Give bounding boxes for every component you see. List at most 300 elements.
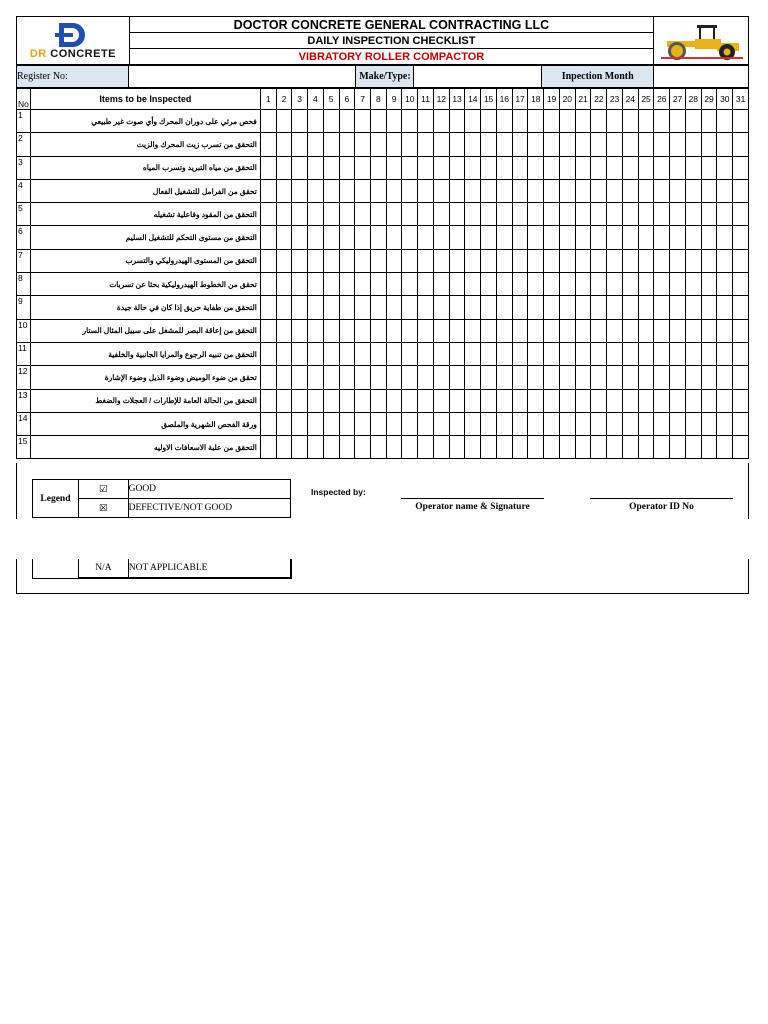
day-check-cell[interactable] — [717, 389, 733, 412]
day-check-cell[interactable] — [496, 342, 512, 365]
day-check-cell[interactable] — [701, 179, 717, 202]
day-check-cell[interactable] — [386, 156, 402, 179]
day-check-cell[interactable] — [323, 179, 339, 202]
day-check-cell[interactable] — [418, 342, 434, 365]
day-check-cell[interactable] — [465, 226, 481, 249]
day-check-cell[interactable] — [670, 133, 686, 156]
day-check-cell[interactable] — [433, 156, 449, 179]
day-check-cell[interactable] — [386, 319, 402, 342]
day-check-cell[interactable] — [512, 203, 528, 226]
day-check-cell[interactable] — [622, 156, 638, 179]
day-check-cell[interactable] — [528, 203, 544, 226]
day-check-cell[interactable] — [528, 133, 544, 156]
day-check-cell[interactable] — [402, 319, 418, 342]
day-check-cell[interactable] — [402, 203, 418, 226]
day-check-cell[interactable] — [512, 133, 528, 156]
day-check-cell[interactable] — [559, 296, 575, 319]
day-check-cell[interactable] — [370, 342, 386, 365]
inspection-month-field[interactable] — [654, 66, 749, 88]
day-check-cell[interactable] — [465, 110, 481, 133]
day-check-cell[interactable] — [591, 226, 607, 249]
day-check-cell[interactable] — [544, 156, 560, 179]
day-check-cell[interactable] — [323, 436, 339, 459]
day-check-cell[interactable] — [481, 249, 497, 272]
day-check-cell[interactable] — [544, 296, 560, 319]
day-check-cell[interactable] — [260, 412, 276, 435]
day-check-cell[interactable] — [433, 412, 449, 435]
day-check-cell[interactable] — [276, 226, 292, 249]
day-check-cell[interactable] — [276, 389, 292, 412]
day-check-cell[interactable] — [607, 179, 623, 202]
day-check-cell[interactable] — [733, 296, 749, 319]
day-check-cell[interactable] — [717, 412, 733, 435]
day-check-cell[interactable] — [701, 296, 717, 319]
day-check-cell[interactable] — [370, 226, 386, 249]
day-check-cell[interactable] — [276, 366, 292, 389]
day-check-cell[interactable] — [355, 412, 371, 435]
day-check-cell[interactable] — [465, 296, 481, 319]
day-check-cell[interactable] — [402, 273, 418, 296]
day-check-cell[interactable] — [339, 436, 355, 459]
day-check-cell[interactable] — [512, 110, 528, 133]
day-check-cell[interactable] — [276, 436, 292, 459]
day-check-cell[interactable] — [544, 203, 560, 226]
day-check-cell[interactable] — [308, 319, 324, 342]
day-check-cell[interactable] — [339, 412, 355, 435]
day-check-cell[interactable] — [701, 110, 717, 133]
day-check-cell[interactable] — [465, 273, 481, 296]
day-check-cell[interactable] — [433, 133, 449, 156]
day-check-cell[interactable] — [670, 273, 686, 296]
day-check-cell[interactable] — [339, 110, 355, 133]
day-check-cell[interactable] — [339, 366, 355, 389]
day-check-cell[interactable] — [733, 436, 749, 459]
day-check-cell[interactable] — [308, 110, 324, 133]
day-check-cell[interactable] — [733, 226, 749, 249]
day-check-cell[interactable] — [654, 226, 670, 249]
day-check-cell[interactable] — [528, 110, 544, 133]
day-check-cell[interactable] — [591, 389, 607, 412]
day-check-cell[interactable] — [465, 389, 481, 412]
day-check-cell[interactable] — [559, 389, 575, 412]
day-check-cell[interactable] — [622, 249, 638, 272]
day-check-cell[interactable] — [591, 133, 607, 156]
day-check-cell[interactable] — [481, 226, 497, 249]
day-check-cell[interactable] — [433, 389, 449, 412]
day-check-cell[interactable] — [685, 412, 701, 435]
day-check-cell[interactable] — [449, 342, 465, 365]
day-check-cell[interactable] — [418, 273, 434, 296]
day-check-cell[interactable] — [638, 156, 654, 179]
day-check-cell[interactable] — [386, 273, 402, 296]
day-check-cell[interactable] — [670, 319, 686, 342]
day-check-cell[interactable] — [528, 249, 544, 272]
day-check-cell[interactable] — [544, 110, 560, 133]
day-check-cell[interactable] — [685, 226, 701, 249]
day-check-cell[interactable] — [638, 389, 654, 412]
day-check-cell[interactable] — [418, 156, 434, 179]
day-check-cell[interactable] — [481, 296, 497, 319]
day-check-cell[interactable] — [308, 249, 324, 272]
day-check-cell[interactable] — [292, 296, 308, 319]
day-check-cell[interactable] — [607, 133, 623, 156]
day-check-cell[interactable] — [701, 342, 717, 365]
day-check-cell[interactable] — [575, 226, 591, 249]
day-check-cell[interactable] — [260, 179, 276, 202]
day-check-cell[interactable] — [685, 156, 701, 179]
day-check-cell[interactable] — [449, 110, 465, 133]
day-check-cell[interactable] — [308, 389, 324, 412]
day-check-cell[interactable] — [308, 133, 324, 156]
day-check-cell[interactable] — [465, 319, 481, 342]
day-check-cell[interactable] — [622, 179, 638, 202]
day-check-cell[interactable] — [292, 110, 308, 133]
day-check-cell[interactable] — [402, 412, 418, 435]
day-check-cell[interactable] — [717, 249, 733, 272]
day-check-cell[interactable] — [260, 366, 276, 389]
day-check-cell[interactable] — [622, 319, 638, 342]
day-check-cell[interactable] — [402, 156, 418, 179]
day-check-cell[interactable] — [512, 273, 528, 296]
day-check-cell[interactable] — [481, 156, 497, 179]
day-check-cell[interactable] — [402, 110, 418, 133]
day-check-cell[interactable] — [276, 273, 292, 296]
day-check-cell[interactable] — [607, 342, 623, 365]
day-check-cell[interactable] — [355, 179, 371, 202]
day-check-cell[interactable] — [481, 179, 497, 202]
day-check-cell[interactable] — [355, 133, 371, 156]
day-check-cell[interactable] — [512, 179, 528, 202]
day-check-cell[interactable] — [685, 249, 701, 272]
day-check-cell[interactable] — [528, 412, 544, 435]
day-check-cell[interactable] — [622, 366, 638, 389]
day-check-cell[interactable] — [591, 342, 607, 365]
day-check-cell[interactable] — [402, 249, 418, 272]
day-check-cell[interactable] — [654, 342, 670, 365]
day-check-cell[interactable] — [418, 366, 434, 389]
day-check-cell[interactable] — [276, 133, 292, 156]
day-check-cell[interactable] — [355, 366, 371, 389]
day-check-cell[interactable] — [717, 110, 733, 133]
day-check-cell[interactable] — [276, 179, 292, 202]
day-check-cell[interactable] — [717, 342, 733, 365]
day-check-cell[interactable] — [449, 296, 465, 319]
day-check-cell[interactable] — [260, 203, 276, 226]
day-check-cell[interactable] — [654, 412, 670, 435]
day-check-cell[interactable] — [481, 389, 497, 412]
day-check-cell[interactable] — [418, 110, 434, 133]
operator-signature-line[interactable] — [401, 498, 544, 499]
day-check-cell[interactable] — [260, 296, 276, 319]
day-check-cell[interactable] — [528, 342, 544, 365]
day-check-cell[interactable] — [449, 273, 465, 296]
day-check-cell[interactable] — [292, 412, 308, 435]
day-check-cell[interactable] — [402, 226, 418, 249]
day-check-cell[interactable] — [638, 226, 654, 249]
day-check-cell[interactable] — [733, 366, 749, 389]
day-check-cell[interactable] — [607, 296, 623, 319]
day-check-cell[interactable] — [654, 133, 670, 156]
day-check-cell[interactable] — [575, 296, 591, 319]
day-check-cell[interactable] — [528, 319, 544, 342]
day-check-cell[interactable] — [449, 366, 465, 389]
day-check-cell[interactable] — [308, 436, 324, 459]
day-check-cell[interactable] — [607, 226, 623, 249]
day-check-cell[interactable] — [544, 436, 560, 459]
day-check-cell[interactable] — [544, 249, 560, 272]
day-check-cell[interactable] — [591, 273, 607, 296]
day-check-cell[interactable] — [323, 366, 339, 389]
day-check-cell[interactable] — [276, 412, 292, 435]
day-check-cell[interactable] — [717, 179, 733, 202]
day-check-cell[interactable] — [465, 179, 481, 202]
day-check-cell[interactable] — [323, 412, 339, 435]
day-check-cell[interactable] — [717, 296, 733, 319]
day-check-cell[interactable] — [449, 203, 465, 226]
make-type-field[interactable] — [414, 66, 542, 88]
day-check-cell[interactable] — [481, 342, 497, 365]
day-check-cell[interactable] — [418, 179, 434, 202]
day-check-cell[interactable] — [323, 203, 339, 226]
day-check-cell[interactable] — [733, 249, 749, 272]
day-check-cell[interactable] — [559, 156, 575, 179]
day-check-cell[interactable] — [622, 342, 638, 365]
day-check-cell[interactable] — [607, 203, 623, 226]
day-check-cell[interactable] — [685, 389, 701, 412]
day-check-cell[interactable] — [654, 436, 670, 459]
day-check-cell[interactable] — [685, 296, 701, 319]
day-check-cell[interactable] — [528, 273, 544, 296]
day-check-cell[interactable] — [433, 319, 449, 342]
day-check-cell[interactable] — [622, 133, 638, 156]
day-check-cell[interactable] — [433, 366, 449, 389]
day-check-cell[interactable] — [733, 273, 749, 296]
day-check-cell[interactable] — [276, 203, 292, 226]
day-check-cell[interactable] — [685, 273, 701, 296]
day-check-cell[interactable] — [339, 226, 355, 249]
day-check-cell[interactable] — [355, 273, 371, 296]
day-check-cell[interactable] — [449, 249, 465, 272]
day-check-cell[interactable] — [591, 366, 607, 389]
day-check-cell[interactable] — [465, 342, 481, 365]
day-check-cell[interactable] — [496, 366, 512, 389]
day-check-cell[interactable] — [339, 179, 355, 202]
day-check-cell[interactable] — [496, 133, 512, 156]
day-check-cell[interactable] — [418, 249, 434, 272]
day-check-cell[interactable] — [559, 273, 575, 296]
day-check-cell[interactable] — [323, 156, 339, 179]
day-check-cell[interactable] — [622, 296, 638, 319]
day-check-cell[interactable] — [528, 179, 544, 202]
day-check-cell[interactable] — [575, 389, 591, 412]
day-check-cell[interactable] — [670, 203, 686, 226]
day-check-cell[interactable] — [386, 133, 402, 156]
day-check-cell[interactable] — [717, 366, 733, 389]
day-check-cell[interactable] — [449, 436, 465, 459]
day-check-cell[interactable] — [607, 436, 623, 459]
day-check-cell[interactable] — [465, 412, 481, 435]
day-check-cell[interactable] — [292, 226, 308, 249]
day-check-cell[interactable] — [701, 412, 717, 435]
day-check-cell[interactable] — [496, 110, 512, 133]
day-check-cell[interactable] — [323, 319, 339, 342]
day-check-cell[interactable] — [670, 389, 686, 412]
day-check-cell[interactable] — [670, 156, 686, 179]
day-check-cell[interactable] — [607, 389, 623, 412]
day-check-cell[interactable] — [260, 110, 276, 133]
day-check-cell[interactable] — [512, 319, 528, 342]
day-check-cell[interactable] — [528, 389, 544, 412]
day-check-cell[interactable] — [670, 412, 686, 435]
day-check-cell[interactable] — [260, 156, 276, 179]
day-check-cell[interactable] — [355, 110, 371, 133]
day-check-cell[interactable] — [276, 249, 292, 272]
day-check-cell[interactable] — [481, 412, 497, 435]
day-check-cell[interactable] — [481, 203, 497, 226]
day-check-cell[interactable] — [402, 436, 418, 459]
day-check-cell[interactable] — [339, 273, 355, 296]
day-check-cell[interactable] — [481, 366, 497, 389]
day-check-cell[interactable] — [386, 226, 402, 249]
day-check-cell[interactable] — [386, 342, 402, 365]
day-check-cell[interactable] — [733, 110, 749, 133]
day-check-cell[interactable] — [355, 203, 371, 226]
day-check-cell[interactable] — [260, 389, 276, 412]
day-check-cell[interactable] — [402, 366, 418, 389]
day-check-cell[interactable] — [260, 249, 276, 272]
day-check-cell[interactable] — [528, 366, 544, 389]
day-check-cell[interactable] — [308, 226, 324, 249]
day-check-cell[interactable] — [355, 342, 371, 365]
day-check-cell[interactable] — [622, 273, 638, 296]
day-check-cell[interactable] — [638, 203, 654, 226]
day-check-cell[interactable] — [418, 412, 434, 435]
day-check-cell[interactable] — [670, 296, 686, 319]
day-check-cell[interactable] — [685, 110, 701, 133]
day-check-cell[interactable] — [449, 179, 465, 202]
day-check-cell[interactable] — [607, 412, 623, 435]
day-check-cell[interactable] — [370, 249, 386, 272]
day-check-cell[interactable] — [591, 296, 607, 319]
day-check-cell[interactable] — [559, 179, 575, 202]
day-check-cell[interactable] — [638, 436, 654, 459]
day-check-cell[interactable] — [449, 412, 465, 435]
day-check-cell[interactable] — [292, 203, 308, 226]
day-check-cell[interactable] — [418, 436, 434, 459]
day-check-cell[interactable] — [292, 179, 308, 202]
day-check-cell[interactable] — [418, 203, 434, 226]
day-check-cell[interactable] — [465, 203, 481, 226]
day-check-cell[interactable] — [276, 156, 292, 179]
day-check-cell[interactable] — [370, 110, 386, 133]
day-check-cell[interactable] — [512, 436, 528, 459]
day-check-cell[interactable] — [386, 389, 402, 412]
day-check-cell[interactable] — [559, 133, 575, 156]
day-check-cell[interactable] — [733, 389, 749, 412]
day-check-cell[interactable] — [544, 273, 560, 296]
day-check-cell[interactable] — [323, 342, 339, 365]
day-check-cell[interactable] — [638, 366, 654, 389]
day-check-cell[interactable] — [528, 436, 544, 459]
day-check-cell[interactable] — [717, 133, 733, 156]
day-check-cell[interactable] — [701, 133, 717, 156]
day-check-cell[interactable] — [575, 319, 591, 342]
day-check-cell[interactable] — [308, 156, 324, 179]
day-check-cell[interactable] — [701, 389, 717, 412]
register-no-field[interactable] — [128, 66, 356, 88]
day-check-cell[interactable] — [654, 156, 670, 179]
day-check-cell[interactable] — [276, 110, 292, 133]
day-check-cell[interactable] — [402, 389, 418, 412]
day-check-cell[interactable] — [512, 412, 528, 435]
day-check-cell[interactable] — [323, 226, 339, 249]
day-check-cell[interactable] — [575, 133, 591, 156]
day-check-cell[interactable] — [386, 436, 402, 459]
day-check-cell[interactable] — [717, 436, 733, 459]
day-check-cell[interactable] — [512, 249, 528, 272]
day-check-cell[interactable] — [496, 319, 512, 342]
day-check-cell[interactable] — [607, 249, 623, 272]
day-check-cell[interactable] — [654, 296, 670, 319]
day-check-cell[interactable] — [260, 273, 276, 296]
day-check-cell[interactable] — [433, 273, 449, 296]
day-check-cell[interactable] — [465, 156, 481, 179]
day-check-cell[interactable] — [733, 412, 749, 435]
day-check-cell[interactable] — [433, 296, 449, 319]
day-check-cell[interactable] — [591, 203, 607, 226]
day-check-cell[interactable] — [512, 342, 528, 365]
day-check-cell[interactable] — [638, 179, 654, 202]
day-check-cell[interactable] — [575, 249, 591, 272]
day-check-cell[interactable] — [355, 436, 371, 459]
day-check-cell[interactable] — [496, 156, 512, 179]
day-check-cell[interactable] — [323, 389, 339, 412]
day-check-cell[interactable] — [701, 436, 717, 459]
day-check-cell[interactable] — [323, 296, 339, 319]
day-check-cell[interactable] — [701, 203, 717, 226]
day-check-cell[interactable] — [496, 389, 512, 412]
day-check-cell[interactable] — [528, 296, 544, 319]
day-check-cell[interactable] — [481, 133, 497, 156]
day-check-cell[interactable] — [559, 319, 575, 342]
day-check-cell[interactable] — [260, 436, 276, 459]
day-check-cell[interactable] — [607, 156, 623, 179]
day-check-cell[interactable] — [481, 273, 497, 296]
day-check-cell[interactable] — [292, 319, 308, 342]
day-check-cell[interactable] — [370, 366, 386, 389]
day-check-cell[interactable] — [481, 319, 497, 342]
day-check-cell[interactable] — [370, 296, 386, 319]
day-check-cell[interactable] — [496, 296, 512, 319]
day-check-cell[interactable] — [292, 366, 308, 389]
day-check-cell[interactable] — [685, 342, 701, 365]
day-check-cell[interactable] — [559, 436, 575, 459]
day-check-cell[interactable] — [386, 203, 402, 226]
day-check-cell[interactable] — [496, 436, 512, 459]
day-check-cell[interactable] — [622, 203, 638, 226]
day-check-cell[interactable] — [701, 273, 717, 296]
day-check-cell[interactable] — [559, 226, 575, 249]
day-check-cell[interactable] — [701, 366, 717, 389]
day-check-cell[interactable] — [575, 273, 591, 296]
day-check-cell[interactable] — [323, 110, 339, 133]
day-check-cell[interactable] — [559, 249, 575, 272]
day-check-cell[interactable] — [654, 110, 670, 133]
day-check-cell[interactable] — [481, 110, 497, 133]
day-check-cell[interactable] — [496, 412, 512, 435]
day-check-cell[interactable] — [544, 226, 560, 249]
day-check-cell[interactable] — [670, 436, 686, 459]
